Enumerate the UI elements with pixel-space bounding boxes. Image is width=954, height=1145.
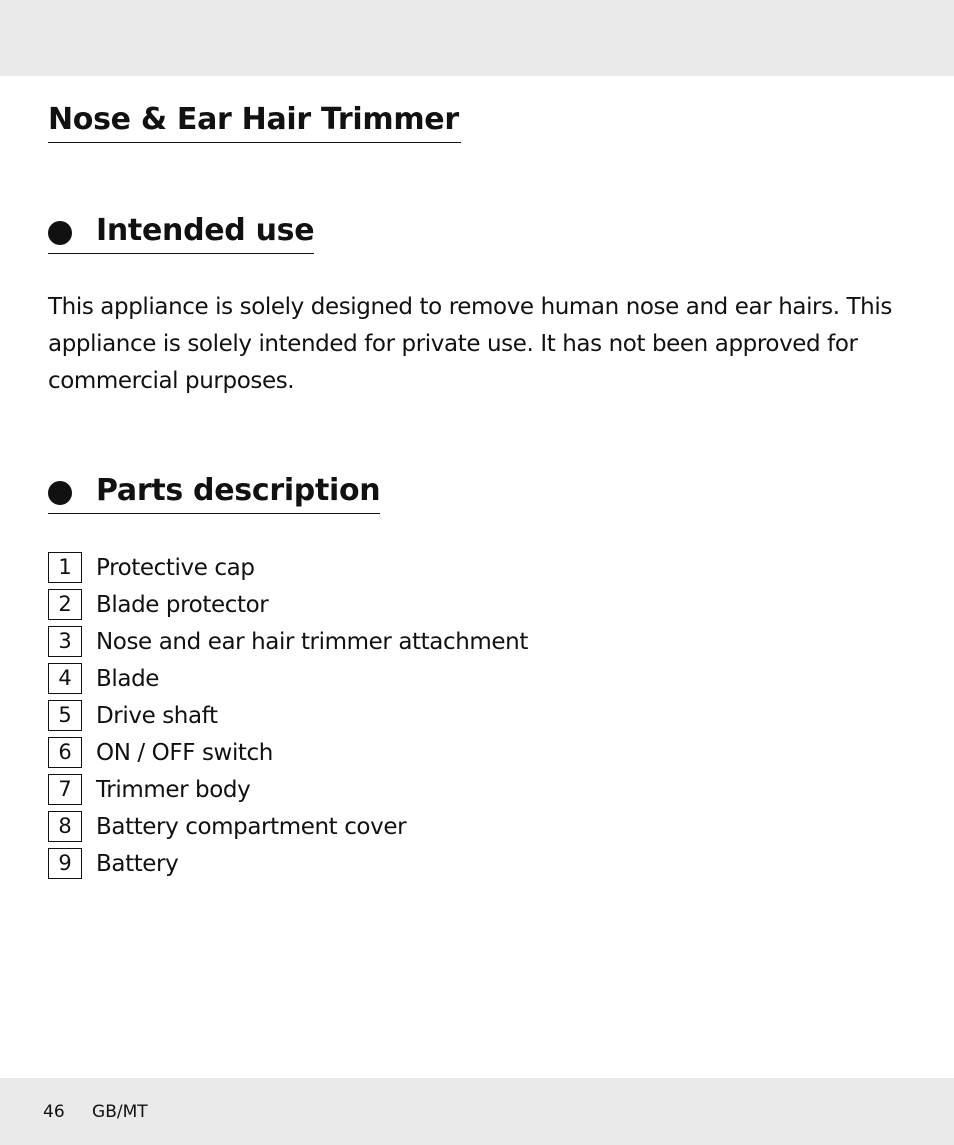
part-number-badge: 8 (48, 811, 82, 842)
section-heading-label: Intended use (96, 213, 315, 248)
list-item (48, 845, 528, 882)
section-heading-parts-description (48, 469, 380, 514)
part-label: Nose and ear hair trimmer attachment (96, 628, 528, 655)
part-number-badge: 1 (48, 552, 82, 583)
section-heading-intended-use (48, 209, 314, 254)
part-label: Battery (96, 850, 179, 877)
part-number-badge: 5 (48, 700, 82, 731)
document-title: Nose & Ear Hair Trimmer (48, 98, 461, 143)
bullet-icon (48, 481, 72, 505)
part-label: Trimmer body (96, 776, 251, 803)
section-heading-label: Parts description (96, 473, 381, 508)
list-item (48, 771, 528, 808)
locale-label: GB/MT (92, 1102, 148, 1122)
list-item (48, 660, 528, 697)
list-item (48, 623, 528, 660)
part-label: Blade (96, 665, 160, 692)
part-label: Battery compartment cover (96, 813, 407, 840)
list-item (48, 808, 528, 845)
header-band (0, 0, 954, 76)
page-number: 46 (43, 1102, 65, 1122)
list-item (48, 697, 528, 734)
list-item (48, 734, 528, 771)
part-number-badge: 3 (48, 626, 82, 657)
part-number-badge: 9 (48, 848, 82, 879)
part-number-badge: 4 (48, 663, 82, 694)
part-label: Blade protector (96, 591, 269, 618)
list-item (48, 549, 528, 586)
intended-use-paragraph: This appliance is solely designed to remove human nose and ear hairs. This appliance is solely intended for private use. It has not been approved for commercial purposes. (48, 294, 892, 394)
part-label: Protective cap (96, 554, 255, 581)
part-label: ON / OFF switch (96, 739, 273, 766)
part-number-badge: 7 (48, 774, 82, 805)
bullet-icon (48, 221, 72, 245)
parts-list (48, 549, 528, 882)
page-footer (43, 1100, 148, 1124)
part-number-badge: 6 (48, 737, 82, 768)
part-number-badge: 2 (48, 589, 82, 620)
part-label: Drive shaft (96, 702, 218, 729)
list-item (48, 586, 528, 623)
